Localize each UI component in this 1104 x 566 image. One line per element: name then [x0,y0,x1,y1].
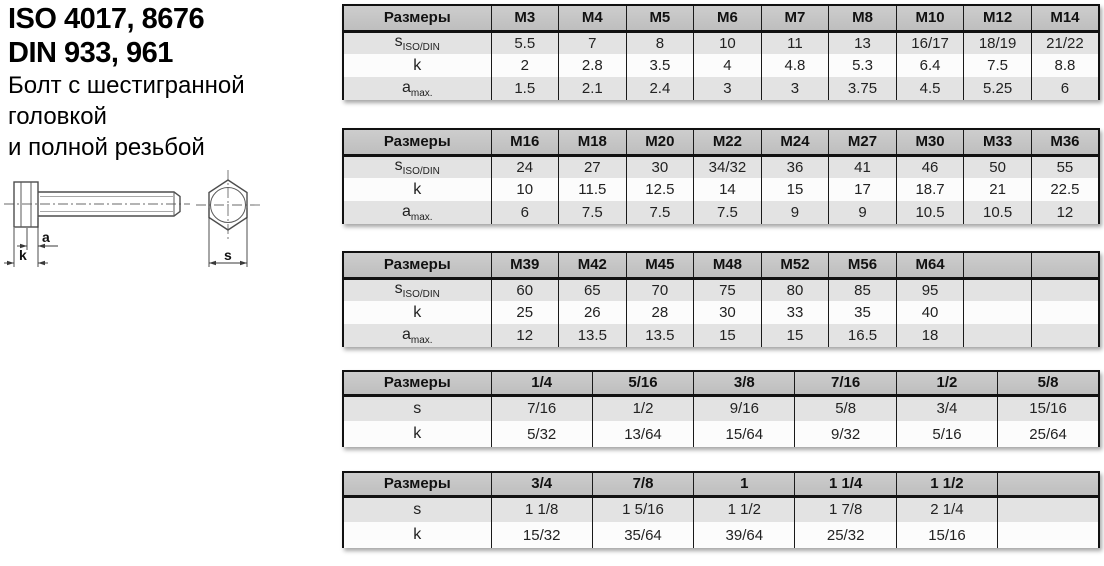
table-cell: 1.5 [491,77,559,100]
row-label [343,155,491,178]
header-row [343,371,1099,395]
size-column-header: M18 [559,129,627,155]
size-column-header: M27 [829,129,897,155]
header-row [343,472,1099,496]
size-column-header: 7/8 [592,472,693,496]
table-cell: 3 [694,77,762,100]
table-row [343,201,1099,224]
size-column-header: M45 [626,252,694,278]
row-label-subscript: ISO/DIN [402,42,440,54]
sizes-header-cell: Размеры [343,371,491,395]
table-cell: 4.8 [761,54,829,77]
table-cell: 17 [829,178,897,201]
size-column-header: M42 [559,252,627,278]
table-cell: 16.5 [829,324,897,347]
table-cell: 6 [491,201,559,224]
table-cell: 8 [626,31,694,54]
table-cell: 5/8 [795,395,896,421]
table-cell: 10.5 [964,201,1032,224]
table-cell [1031,278,1099,301]
row-label [343,201,491,224]
table-row [343,324,1099,347]
table-cell: 5/32 [491,421,592,447]
size-column-header: M5 [626,5,694,31]
size-column-header [964,252,1032,278]
table-cell: 18/19 [964,31,1032,54]
size-column-header: M16 [491,129,559,155]
row-label-subscript: max. [410,87,433,99]
table-cell: 34/32 [694,155,762,178]
table-cell: 9/16 [694,395,795,421]
table-cell: 7.5 [559,201,627,224]
table-cell: 65 [559,278,627,301]
bolt-technical-drawing [0,160,300,310]
row-label-symbol: k [413,56,422,74]
table-cell: 1 7/8 [795,496,896,522]
size-column-header: M64 [896,252,964,278]
row-label-symbol: k [413,180,422,198]
table-cell: 12 [491,324,559,347]
sizes-header-cell: Размеры [343,129,491,155]
row-label [343,395,491,421]
table-cell: 50 [964,155,1032,178]
row-label-symbol: a [401,202,411,220]
table-row [343,301,1099,324]
table-cell: 25 [491,301,559,324]
table-cell [964,301,1032,324]
row-label [343,54,491,77]
table-cell: 25/64 [998,421,1099,447]
table-cell: 7.5 [626,201,694,224]
dim-label-a: a [42,229,50,245]
table-cell: 15/16 [998,395,1099,421]
table-cell: 36 [761,155,829,178]
table-cell: 39/64 [694,522,795,548]
table-cell: 95 [896,278,964,301]
table-cell [998,522,1099,548]
table-row [343,395,1099,421]
size-column-header: M20 [626,129,694,155]
sizes-header-cell: Размеры [343,252,491,278]
table-cell: 2.1 [559,77,627,100]
bolt-end-view [196,170,260,267]
table-cell: 3.75 [829,77,897,100]
row-label [343,278,491,301]
size-column-header: M7 [761,5,829,31]
description-line-1: Болт с шестигранной головкой [8,72,245,130]
table-cell: 70 [626,278,694,301]
size-column-header: 5/8 [998,371,1099,395]
row-label [343,324,491,347]
size-column-header: M8 [829,5,897,31]
size-column-header [998,472,1099,496]
table-cell: 46 [896,155,964,178]
table-cell: 4 [694,54,762,77]
table-cell: 15 [761,178,829,201]
row-label-symbol: k [413,425,422,442]
row-label-symbol: a [401,78,411,96]
size-column-header: M6 [694,5,762,31]
table-cell [1031,301,1099,324]
row-label-subscript: max. [410,334,433,346]
table-row [343,155,1099,178]
table-cell: 14 [694,178,762,201]
standard-iso-title: ISO 4017, 8676 [8,3,205,35]
table-cell: 2.4 [626,77,694,100]
table-cell: 2 [491,54,559,77]
table-cell: 15 [694,324,762,347]
header-row [343,129,1099,155]
row-label [343,31,491,54]
row-label [343,301,491,324]
sizes-header-cell: Размеры [343,472,491,496]
table-cell: 10 [491,178,559,201]
table-cell: 10.5 [896,201,964,224]
row-label-subscript: ISO/DIN [402,289,440,301]
size-column-header: M24 [761,129,829,155]
size-column-header: M36 [1031,129,1099,155]
table-cell: 9 [829,201,897,224]
description-line-2: и полной резьбой [8,134,205,161]
table-cell: 11 [761,31,829,54]
table-cell: 12 [1031,201,1099,224]
table-cell: 9 [761,201,829,224]
row-label-symbol: a [401,325,411,343]
table-cell: 30 [694,301,762,324]
table-cell: 27 [559,155,627,178]
table-cell: 40 [896,301,964,324]
row-label [343,522,491,548]
table-cell: 13.5 [559,324,627,347]
table-cell: 1/2 [592,395,693,421]
table-row [343,496,1099,522]
table-cell: 12.5 [626,178,694,201]
table-cell: 55 [1031,155,1099,178]
size-tables-column [342,4,1100,548]
table-cell: 28 [626,301,694,324]
table-row [343,54,1099,77]
size-column-header: M14 [1031,5,1099,31]
table-cell: 35 [829,301,897,324]
table-cell: 5.3 [829,54,897,77]
size-column-header: 5/16 [592,371,693,395]
table-cell: 3/4 [896,395,997,421]
table-cell: 7/16 [491,395,592,421]
table-cell: 33 [761,301,829,324]
bolt-side-view [4,182,190,267]
row-label-symbol: s [394,280,403,298]
size-table-m39-m64 [342,251,1100,347]
table-cell: 6 [1031,77,1099,100]
size-column-header: 1/4 [491,371,592,395]
size-table-m16-m36 [342,128,1100,224]
size-column-header: 1/2 [896,371,997,395]
table-cell: 60 [491,278,559,301]
size-column-header: 1 [694,472,795,496]
row-label-subscript: ISO/DIN [402,166,440,178]
table-cell: 75 [694,278,762,301]
table-cell [998,496,1099,522]
size-column-header: M39 [491,252,559,278]
table-cell: 10 [694,31,762,54]
size-column-header: M33 [964,129,1032,155]
table-cell: 13/64 [592,421,693,447]
table-row [343,178,1099,201]
table-cell: 5.25 [964,77,1032,100]
size-column-header: M48 [694,252,762,278]
size-column-header: 1 1/4 [795,472,896,496]
table-row [343,522,1099,548]
table-cell: 18.7 [896,178,964,201]
table-cell: 15/64 [694,421,795,447]
row-label [343,496,491,522]
size-table-m3-m14 [342,4,1100,100]
table-cell: 22.5 [1031,178,1099,201]
row-label-symbol: s [413,399,422,417]
table-cell: 1 5/16 [592,496,693,522]
table-cell: 1 1/2 [694,496,795,522]
table-cell: 2 1/4 [896,496,997,522]
table-cell [964,278,1032,301]
header-row [343,252,1099,278]
bolt-head-side [14,182,38,227]
table-row [343,77,1099,100]
sizes-header-cell: Размеры [343,5,491,31]
table-cell: 7.5 [964,54,1032,77]
size-column-header: 7/16 [795,371,896,395]
table-cell: 13.5 [626,324,694,347]
table-cell: 85 [829,278,897,301]
row-label-symbol: s [413,500,422,518]
table-cell: 7 [559,31,627,54]
size-table-inch-large [342,471,1100,548]
table-cell: 41 [829,155,897,178]
table-cell: 26 [559,301,627,324]
table-cell: 21/22 [1031,31,1099,54]
table-cell: 9/32 [795,421,896,447]
table-cell: 15/16 [896,522,997,548]
table-cell: 25/32 [795,522,896,548]
table-cell [1031,324,1099,347]
size-column-header [1031,252,1099,278]
dim-label-k: k [19,247,27,263]
size-column-header: M12 [964,5,1032,31]
table-cell: 15 [761,324,829,347]
table-cell [964,324,1032,347]
table-cell: 13 [829,31,897,54]
table-cell: 3 [761,77,829,100]
table-cell: 6.4 [896,54,964,77]
table-cell: 1 1/8 [491,496,592,522]
size-column-header: M52 [761,252,829,278]
row-label-symbol: k [413,303,422,321]
size-column-header: M30 [896,129,964,155]
dim-label-s: s [224,247,232,263]
table-cell: 30 [626,155,694,178]
row-label-symbol: s [394,157,403,175]
size-column-header: M56 [829,252,897,278]
table-cell: 18 [896,324,964,347]
size-column-header: M3 [491,5,559,31]
row-label [343,421,491,447]
table-cell: 80 [761,278,829,301]
table-cell: 2.8 [559,54,627,77]
size-column-header: 3/8 [694,371,795,395]
size-column-header: 1 1/2 [896,472,997,496]
row-label-subscript: max. [410,211,433,223]
size-table-inch-small [342,370,1100,447]
size-column-header: M22 [694,129,762,155]
row-label [343,178,491,201]
title-block [8,2,338,163]
row-label-symbol: k [413,526,422,543]
table-cell: 7.5 [694,201,762,224]
table-cell: 21 [964,178,1032,201]
size-column-header: 3/4 [491,472,592,496]
table-cell: 4.5 [896,77,964,100]
table-cell: 11.5 [559,178,627,201]
table-cell: 35/64 [592,522,693,548]
table-cell: 3.5 [626,54,694,77]
table-cell: 15/32 [491,522,592,548]
standard-din-title: DIN 933, 961 [8,37,173,69]
table-cell: 5.5 [491,31,559,54]
table-cell: 24 [491,155,559,178]
size-column-header: M4 [559,5,627,31]
table-row [343,278,1099,301]
table-cell: 16/17 [896,31,964,54]
size-column-header: M10 [896,5,964,31]
table-row [343,421,1099,447]
header-row [343,5,1099,31]
row-label-symbol: s [394,33,403,51]
table-row [343,31,1099,54]
table-cell: 8.8 [1031,54,1099,77]
table-cell: 5/16 [896,421,997,447]
row-label [343,77,491,100]
